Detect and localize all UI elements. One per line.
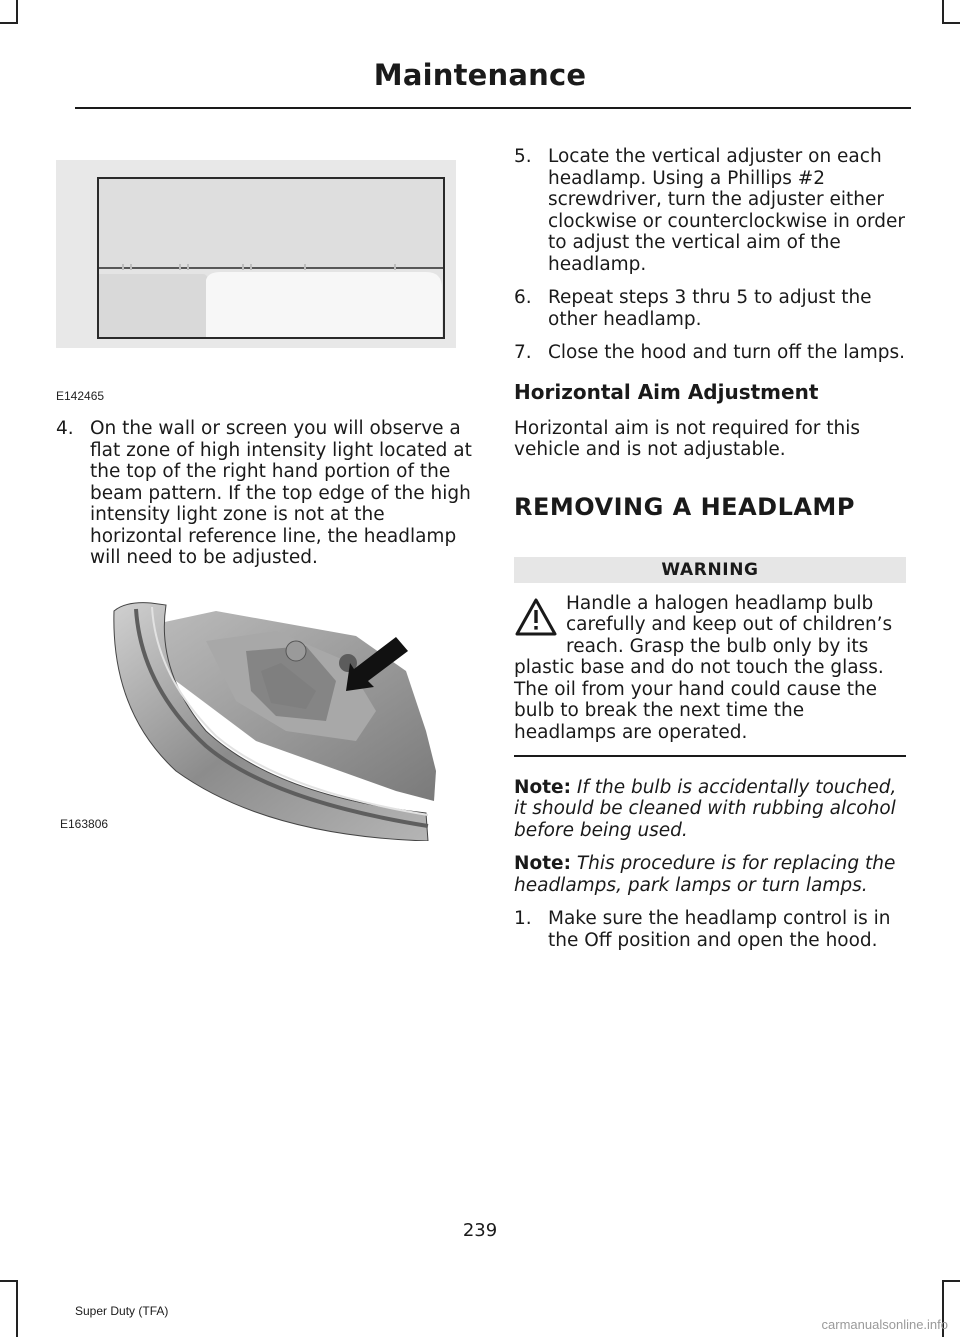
note-2 (514, 853, 906, 896)
headlamp-figure (56, 591, 456, 841)
figure-code: E163806 (60, 816, 109, 831)
step-text: Repeat steps 3 thru 5 to adjust the other headlamp. (548, 287, 872, 330)
step-text: Make sure the headlamp control is in the Off position and open the hood. (548, 908, 891, 951)
crop-mark (0, 22, 18, 24)
step-number: 5. (514, 146, 532, 167)
horizontal-aim-text: Horizontal aim is not required for this vehicle and is not adjustable. (514, 417, 861, 460)
crop-mark (16, 0, 18, 22)
note-label: Note: (514, 853, 571, 874)
crop-mark (942, 0, 944, 22)
step-text: Locate the vertical adjuster on each headlamp. Using a Phillips #2 screwdriver, turn the adjuster either clockwise or counterclockwise in order to adjust the vertical aim of the headlamp. (548, 146, 906, 275)
right-column (514, 146, 906, 963)
warning-triangle-icon (514, 597, 558, 637)
crop-mark (942, 22, 960, 24)
page-title: Maintenance (373, 58, 587, 92)
footer-model: Super Duty (TFA) (75, 1304, 169, 1318)
warning-divider (514, 755, 906, 757)
horizontal-aim-heading: Horizontal Aim Adjustment (514, 379, 819, 404)
aim-diagram-figure (56, 160, 456, 403)
watermark: carmanualsonline.info (821, 1317, 948, 1332)
figure-code: E142465 (56, 389, 105, 403)
note-label: Note: (514, 776, 571, 798)
step-number: 7. (514, 342, 532, 363)
step-7 (514, 342, 906, 364)
left-column (56, 160, 474, 841)
step-number: 1. (514, 908, 532, 929)
crop-mark (942, 1280, 960, 1282)
step-6 (514, 287, 906, 330)
section-heading: REMOVING A HEADLAMP (514, 492, 855, 521)
warning-block (514, 593, 906, 744)
note-text: If the bulb is accidentally touched, it should be cleaned with rubbing alcohol before being used. (514, 776, 897, 841)
crop-mark (16, 1280, 18, 1337)
beam-pattern-illustration (56, 160, 456, 386)
page-number: 239 (462, 1220, 498, 1241)
step-4 (56, 418, 474, 569)
note-text: This procedure is for replacing the headlamps, park lamps or turn lamps. (514, 853, 896, 896)
step-1 (514, 908, 906, 951)
note-1 (514, 777, 906, 842)
step-number: 4. (56, 418, 74, 439)
step-number: 6. (514, 287, 532, 308)
header-divider (75, 107, 911, 109)
crop-mark (0, 1280, 18, 1282)
warning-bar: WARNING (514, 557, 906, 583)
warning-text: Handle a halogen headlamp bulb carefully and keep out of children’s reach. Grasp the bulb only by its plastic base and do not touch the glass. The oil from your hand could cause the bulb to break the next time the headlamps are operated. (514, 592, 893, 743)
headlamp-illustration (56, 591, 456, 841)
step-text: On the wall or screen you will observe a flat zone of high intensity light located at the top of the right hand portion of the beam pattern. If the top edge of the high intensity light zone is not at the horizontal reference line, the headlamp will need to be adjusted. (90, 418, 472, 568)
step-text: Close the hood and turn off the lamps. (548, 342, 906, 363)
step-5 (514, 146, 906, 275)
